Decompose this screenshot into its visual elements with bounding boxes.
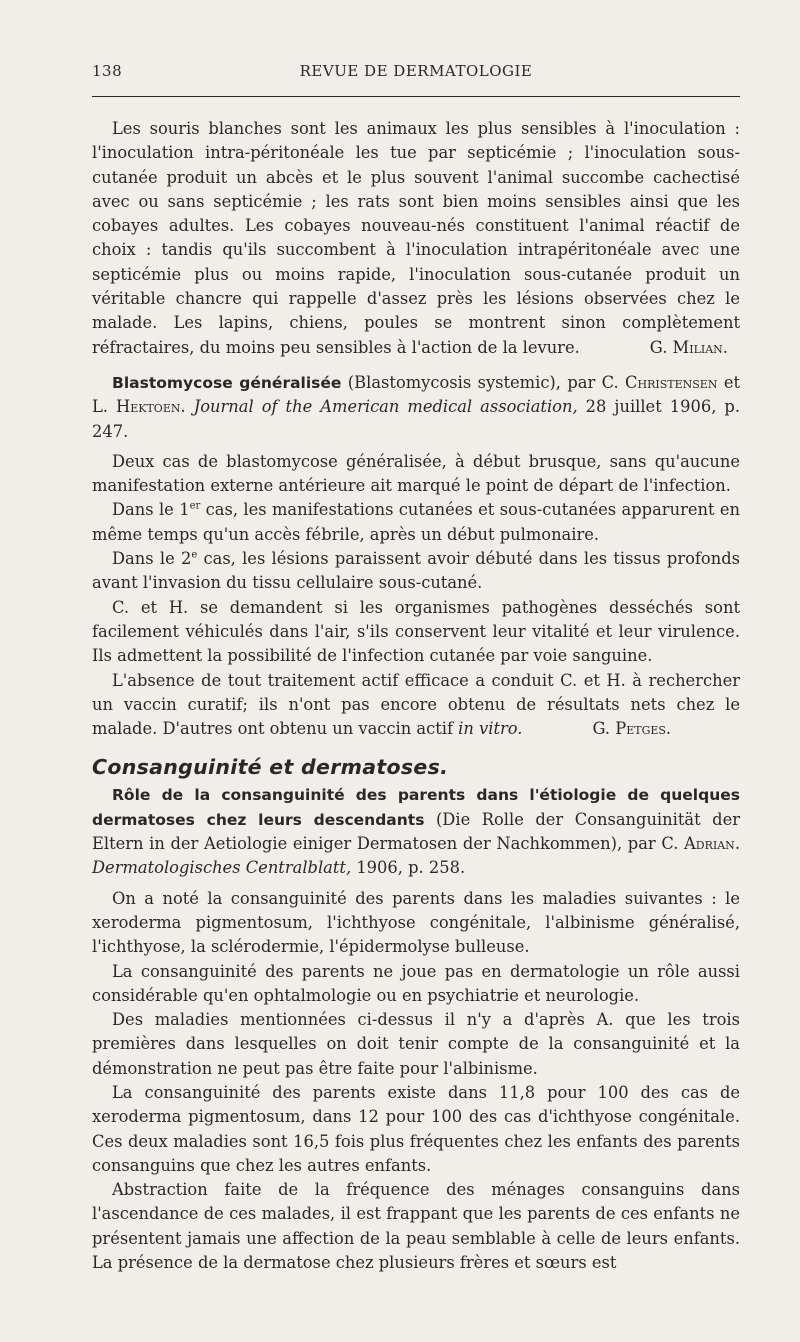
running-title: REVUE DE DERMATOLOGIE — [299, 62, 533, 80]
abstract-2-p1: Deux cas de blastomycose généralisée, à début brusque, sans qu'aucune manifestation externe antérieure ait marqué le point de départ de l'infection. — [92, 451, 740, 496]
abstract-3-p3: Des maladies mentionnées ci-dessus il n'y a d'après A. que les trois premières dans lesquelles on doit tenir compte de la consanguinité et la démonstration ne peut pas être faite pour l'albinisme. — [92, 1010, 740, 1078]
signature-petges: G. Petges. — [592, 719, 672, 739]
header-rule — [92, 96, 740, 97]
journal-name: Journal of the American medical association, — [193, 397, 578, 417]
abstract-3-p2: La consanguinité des parents ne joue pas en dermatologie un rôle aussi considérable qu'en ophtalmologie ou en psychiatrie et neurologie. — [92, 961, 740, 1005]
abstract-2-p4: C. et H. se demandent si les organismes pathogènes desséchés sont facilement véhiculés dans l'air, s'ils conservent leur vitalité et leur virulence. Ils admettent la possibilité de l'infection cutanée par voie sanguine. — [92, 597, 740, 666]
abstract-2-reference: Blastomycose généralisée (Blastomycosis systemic), par C. Christensen et L. Hektoen. Journal of the American medical association, 28 juillet 1906, p. 247. — [92, 372, 741, 441]
page-body — [92, 117, 740, 1275]
abstract-2-p5: L'absence de tout traitement actif efficace a conduit C. et H. à rechercher un vaccin curatif; ils n'ont pas encore obtenu de résultats nets chez le malade. D'autres ont obtenu un vaccin actif in vitro. G. Petges. — [92, 670, 740, 739]
section-heading: Consanguinité et dermatoses. — [92, 755, 449, 780]
abstract-3-reference: Rôle de la consanguinité des parents dans l'étiologie de quelques dermatoses chez leurs descendants (Die Rolle der Consanguinität der Eltern in der Aetiologie einiger Dermatosen der Nachkommen), par C. Adrian. Dermatologisches Centralblatt, 1906, p. 258. — [92, 786, 740, 878]
abstract-2-p2: Dans le 1er cas, les manifestations cutanées et sous-cutanées apparurent en même temps qu'un accès fébrile, après un début pulmonaire. — [92, 500, 741, 544]
journal-name-2: Dermatologisches Centralblatt, — [92, 858, 352, 878]
signature-milian: G. Milian. — [649, 337, 728, 357]
abstract-1-paragraph: Les souris blanches sont les animaux les plus sensibles à l'inoculation : l'inoculation intra-péritonéale les tue par septicémie ; l'inoculation sous-cutanée produit un abcès et le plus souvent l'animal succombe cachectisé avec ou sans septicémie ; les rats sont bien moins sensibles ainsi que les cobayes adultes. Les cobayes nouveau-nés constituent l'animal réactif de choix : tandis qu'ils succombent à l'inoculation intrapéritonéale avec une septicémie plus ou moins rapide, l'inoculation sous-cutanée produit un véritable chancre qui rappelle d'assez près les lésions observées chez le malade. Les lapins, chiens, poules se montrent sinon complètement réfractaires, du moins peu sensibles à l'action de la levure. G. Milian. — [92, 119, 740, 357]
abstract-2-p3: Dans le 2e cas, les lésions paraissent avoir débuté dans les tissus profonds avant l'invasion du tissu cellulaire sous-cutané. — [92, 549, 740, 593]
page-header — [92, 62, 740, 86]
abstract-3-p4: La consanguinité des parents existe dans 11,8 pour 100 des cas de xeroderma pigmentosum, dans 12 pour 100 des cas d'ichthyose congénitale. Ces deux maladies sont 16,5 fois plus fréquentes chez les enfants des parents consanguins que chez les autres enfants. — [92, 1082, 740, 1175]
abstract-3-title: Rôle de la consanguinité des parents dans l'étiologie de quelques dermatoses chez leurs descendants — [92, 786, 740, 829]
abstract-3-p1: On a noté la consanguinité des parents dans les maladies suivantes : le xeroderma pigmentosum, l'ichthyose congénitale, l'albinisme généralisé, l'ichthyose, la sclérodermie, l'épidermolyse bulleuse. — [92, 888, 740, 957]
page-number: 138 — [92, 62, 123, 80]
abstract-3-p5: Abstraction faite de la fréquence des ménages consanguins dans l'ascendance de ces malades, il est frappant que les parents de ces enfants ne présentent jamais une affection de la peau semblable à celle de leurs enfants. La présence de la dermatose chez plusieurs frères et sœurs est — [92, 1180, 740, 1273]
abstract-2-title: Blastomycose généralisée — [112, 373, 342, 392]
